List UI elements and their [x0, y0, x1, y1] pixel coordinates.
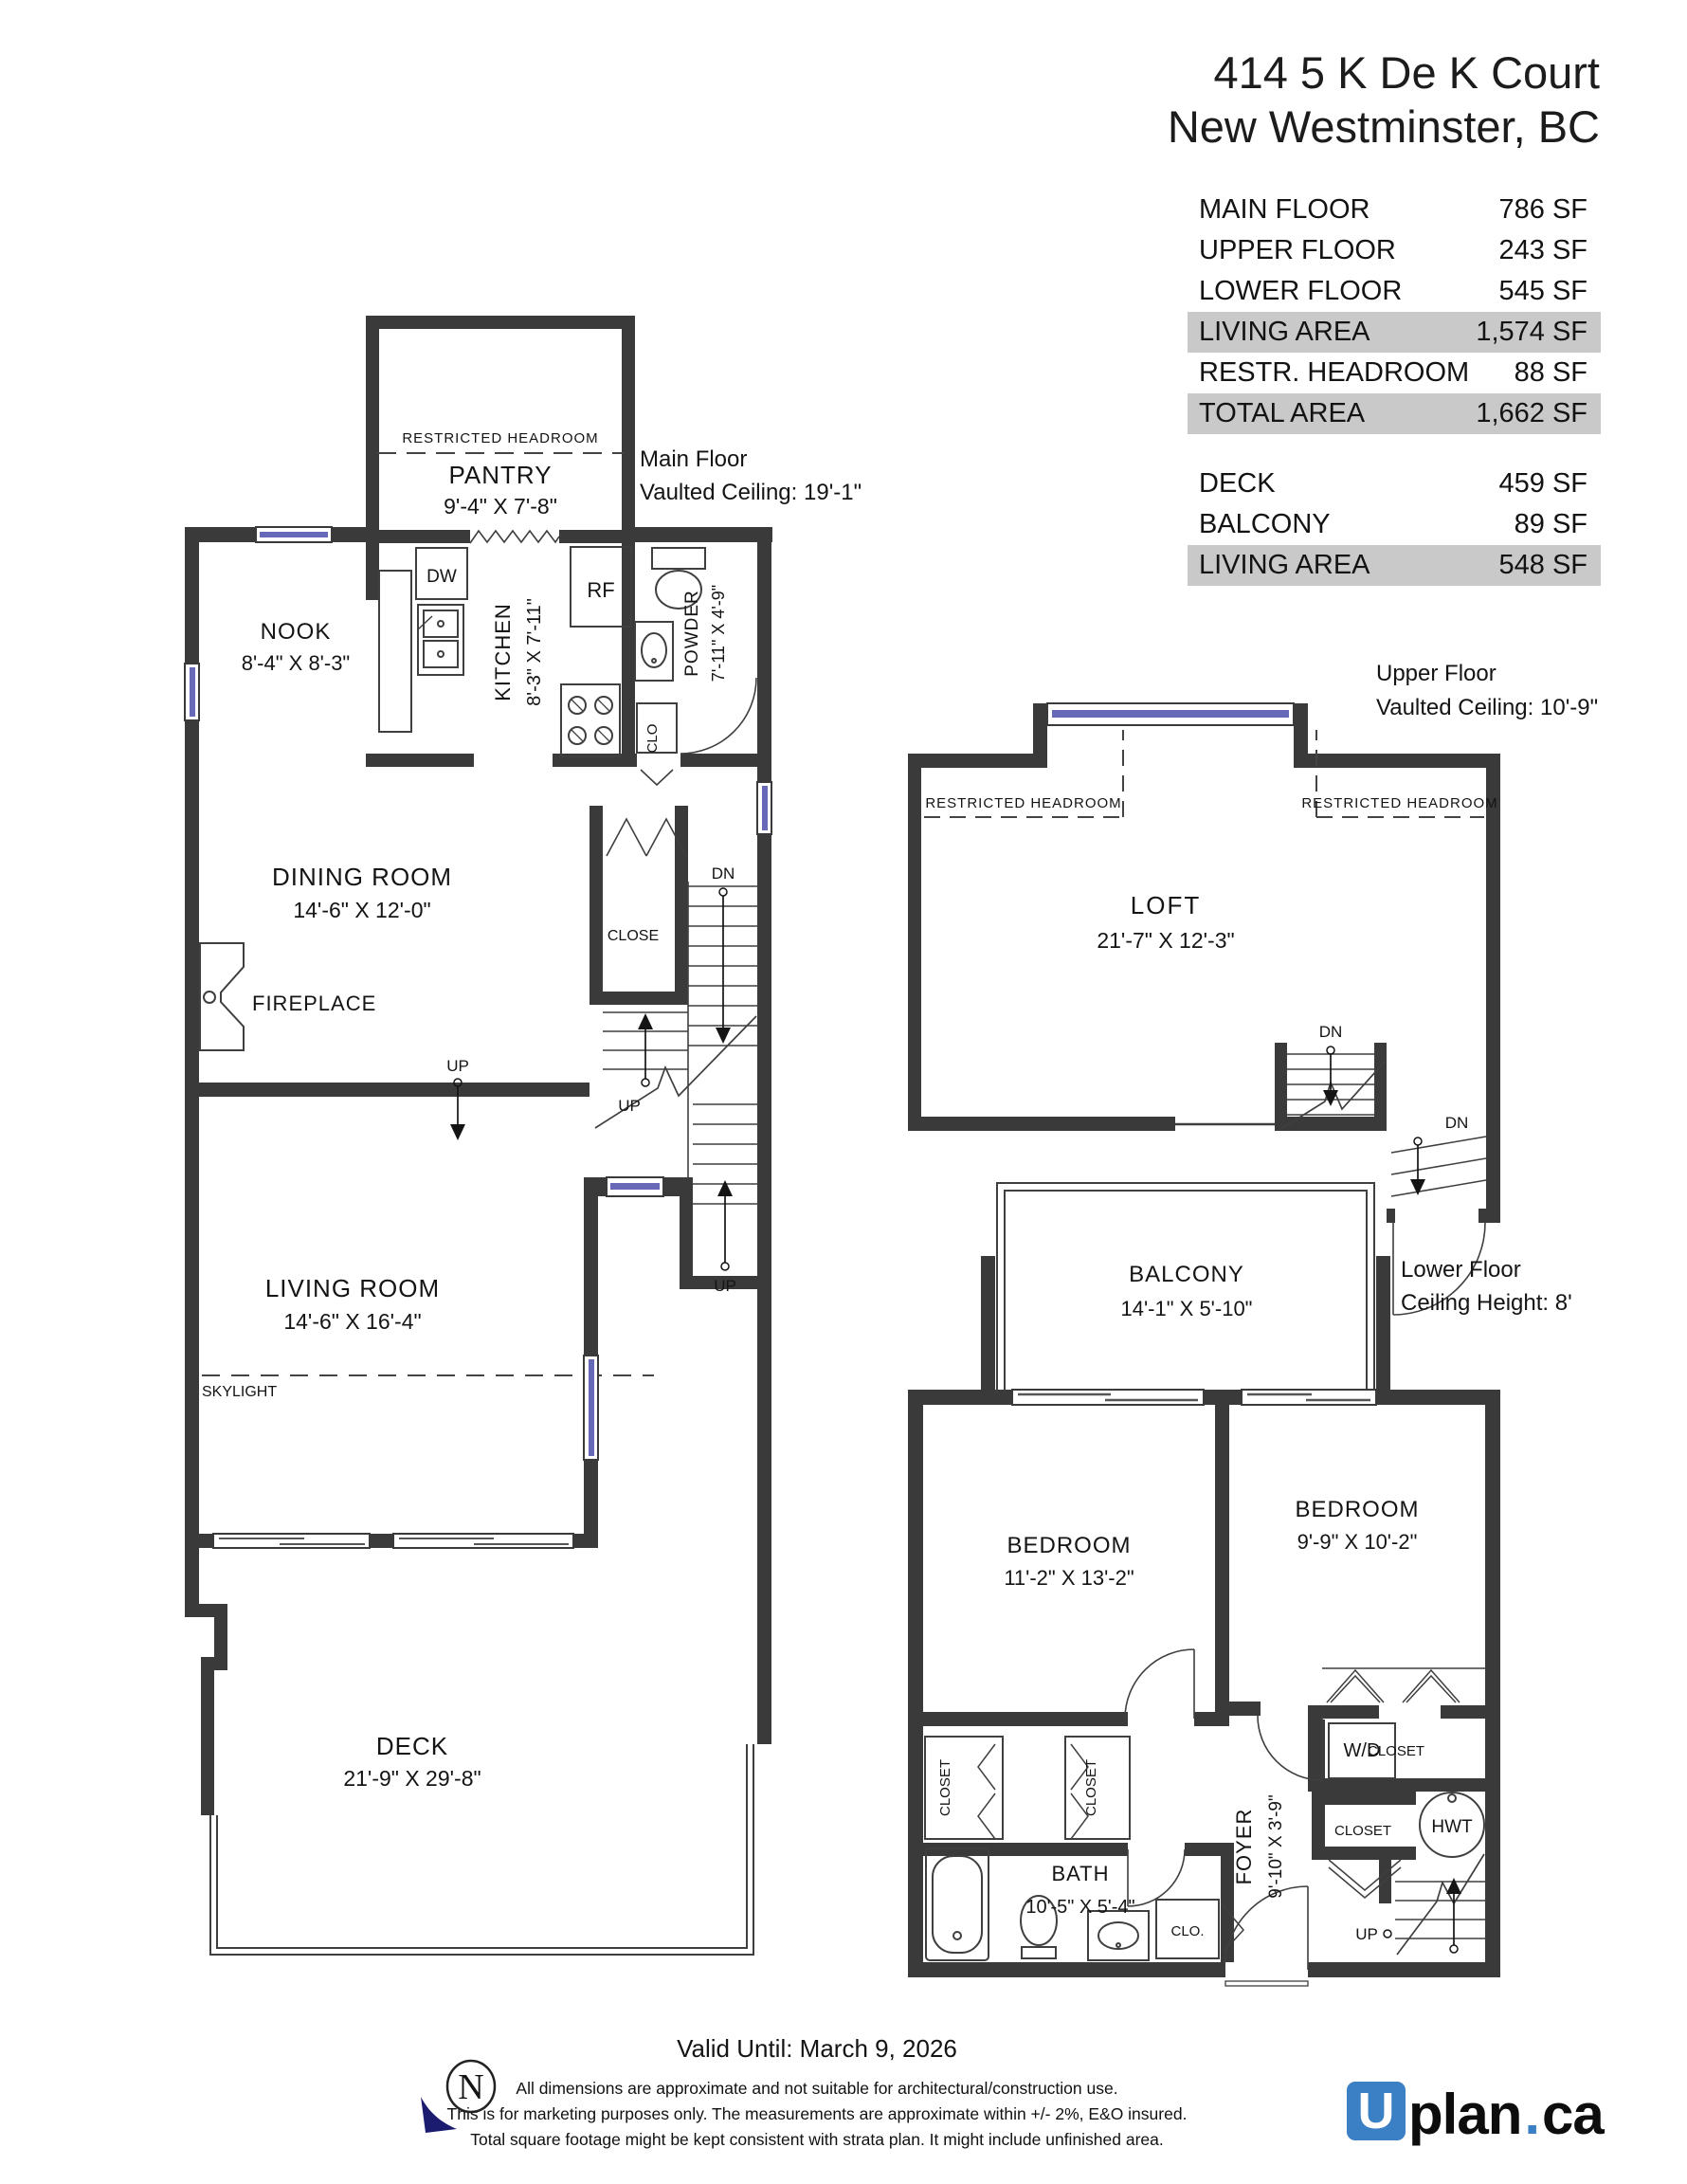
floor-ceiling: Ceiling Height: 8'	[1401, 1290, 1572, 1316]
fireplace-icon	[200, 943, 244, 1050]
restricted-headroom-label: RESTRICTED HEADROOM	[402, 430, 599, 446]
upper-floor-windows	[1047, 703, 1294, 725]
closet-label: CLOSET	[937, 1758, 953, 1817]
floor-ceiling: Vaulted Ceiling: 19'-1"	[640, 480, 862, 505]
restricted-headroom-label: RESTRICTED HEADROOM	[1301, 795, 1498, 811]
closet-label: CLOSE	[607, 928, 660, 944]
row-value: 88 SF	[1514, 357, 1587, 388]
floor-ceiling: Vaulted Ceiling: 10'-9"	[1376, 695, 1599, 720]
room-name: BEDROOM	[1007, 1533, 1132, 1558]
hanger-icon	[1403, 1670, 1460, 1702]
row-value: 89 SF	[1514, 509, 1587, 539]
washer-dryer-label: W/D	[1343, 1740, 1381, 1761]
patio-door-icon	[393, 1534, 573, 1548]
stove-icon	[561, 684, 620, 756]
row-label: UPPER FLOOR	[1199, 235, 1396, 265]
table-row-highlight	[1188, 545, 1601, 586]
row-value: 786 SF	[1498, 194, 1587, 225]
room-dims: 9'-4" X 7'-8"	[444, 494, 557, 519]
window-icon	[584, 1356, 598, 1460]
window-icon	[757, 782, 771, 834]
row-value: 1,574 SF	[1476, 317, 1587, 347]
table-row	[1188, 464, 1601, 504]
row-value: 1,662 SF	[1476, 398, 1587, 428]
room-name: FOYER	[1232, 1808, 1256, 1885]
address-line1: 414 5 K De K Court	[1213, 47, 1600, 98]
table-row	[1188, 190, 1601, 230]
lower-floor-labels	[937, 1257, 1572, 1943]
bifold-door-icon	[607, 819, 686, 856]
table-row-highlight	[1188, 393, 1601, 434]
slider-window-icon	[1012, 1390, 1204, 1405]
floor-title: Lower Floor	[1401, 1257, 1521, 1283]
room-dims: 14'-1" X 5'-10"	[1120, 1297, 1253, 1320]
room-dims: 21'-7" X 12'-3"	[1097, 928, 1235, 953]
fridge-label: RF	[587, 578, 615, 602]
toilet-icon	[652, 548, 705, 569]
closet-label: CLO.	[1170, 1923, 1205, 1939]
door-arc-icon	[1125, 1649, 1194, 1719]
fireplace-label: FIREPLACE	[252, 992, 377, 1015]
row-label: LIVING AREA	[1199, 550, 1370, 580]
row-label: DECK	[1199, 468, 1276, 499]
room-dims: 14'-6" X 12'-0"	[293, 898, 431, 922]
room-name: KITCHEN	[491, 603, 515, 701]
logo-u-letter: U	[1357, 2083, 1395, 2139]
window-icon	[256, 527, 332, 542]
row-label: BALCONY	[1199, 509, 1331, 539]
stairs-down-label: DN	[711, 864, 735, 883]
room-name: LIVING ROOM	[264, 1274, 441, 1302]
stairs-down-label: DN	[1444, 1114, 1469, 1132]
room-dims: 21'-9" X 29'-8"	[343, 1766, 481, 1791]
logo-dot: .	[1524, 2083, 1540, 2146]
outdoor-area-table	[1188, 464, 1601, 586]
table-row	[1188, 353, 1601, 393]
valid-until: Valid Until: March 9, 2026	[677, 2034, 957, 2063]
room-name: LOFT	[1130, 891, 1202, 919]
table-row	[1188, 271, 1601, 312]
slider-window-icon	[1242, 1390, 1376, 1405]
hanger-icon	[1327, 1670, 1384, 1702]
room-name: PANTRY	[448, 461, 553, 489]
disclaimer-line: Total square footage might be kept consistent with strata plan. It might include unfinished area.	[470, 2130, 1164, 2149]
room-name: BALCONY	[1129, 1262, 1244, 1287]
closet-label: CLO	[644, 723, 661, 754]
table-row	[1188, 504, 1601, 545]
bath-sink-icon	[1088, 1911, 1149, 1960]
stairs-up-label: UP	[446, 1057, 469, 1075]
room-dims: 10'-5" X 5'-4"	[1025, 1897, 1135, 1918]
room-dims: 11'-2" X 13'-2"	[1004, 1566, 1134, 1590]
closet-label: CLOSET	[1083, 1758, 1099, 1817]
hanger-icon	[978, 1744, 995, 1839]
patio-door-icon	[213, 1534, 370, 1548]
powder-sink-icon	[635, 622, 673, 681]
row-label: TOTAL AREA	[1199, 398, 1366, 428]
row-value: 545 SF	[1498, 276, 1587, 306]
row-value: 548 SF	[1498, 550, 1587, 580]
balcony-outline	[997, 1183, 1374, 1393]
room-dims: 9'-9" X 10'-2"	[1297, 1530, 1418, 1554]
logo-u-icon	[1347, 2082, 1406, 2140]
stairs-down-label: DN	[1318, 1023, 1343, 1041]
window-icon	[1047, 703, 1294, 725]
room-dims: 8'-4" X 8'-3"	[241, 651, 351, 675]
room-dims: 7'-11" X 4'-9"	[709, 584, 728, 682]
room-name: BATH	[1051, 1862, 1110, 1885]
compass-north-label: N	[458, 2067, 484, 2107]
row-label: LOWER FLOOR	[1199, 276, 1403, 306]
lower-floor-plan	[881, 1166, 1592, 2000]
logo-ca: ca	[1542, 2083, 1604, 2146]
skylight-label: SKYLIGHT	[202, 1384, 278, 1400]
table-row	[1188, 230, 1601, 271]
room-name: NOOK	[260, 619, 332, 645]
door-arc-icon	[1128, 1849, 1185, 1906]
room-name: POWDER	[682, 590, 702, 677]
main-floor-details	[200, 531, 757, 1955]
lower-floor-arrows	[1384, 1878, 1461, 1953]
row-value: 243 SF	[1498, 235, 1587, 265]
main-floor-plan	[114, 303, 872, 2000]
deck-outline	[210, 1744, 753, 1955]
row-label: LIVING AREA	[1199, 317, 1370, 347]
window-icon	[607, 1177, 663, 1196]
floor-title: Main Floor	[640, 446, 748, 472]
room-dims: 8'-3" X 7'-11"	[524, 598, 545, 706]
stairs-up-label: UP	[618, 1097, 641, 1115]
closet-label: CLOSET	[1367, 1743, 1425, 1759]
room-dims: 9'-10" X 3'-9"	[1266, 1794, 1286, 1899]
restricted-headroom-label: RESTRICTED HEADROOM	[925, 795, 1122, 811]
dishwasher-label: DW	[426, 567, 457, 587]
address-line2: New Westminster, BC	[1167, 101, 1600, 152]
door-arc-icon	[680, 678, 756, 754]
row-label: MAIN FLOOR	[1199, 194, 1370, 225]
north-compass-icon	[408, 2048, 521, 2152]
disclaimer-line: All dimensions are approximate and not suitable for architectural/construction use.	[516, 2079, 1118, 2098]
room-name: BEDROOM	[1295, 1497, 1420, 1522]
room-dims: 14'-6" X 16'-4"	[283, 1309, 422, 1334]
row-value: 459 SF	[1498, 468, 1587, 499]
hot-water-tank-label: HWT	[1431, 1817, 1473, 1837]
logo-plan: plan	[1408, 2083, 1522, 2146]
uplan-logo	[1347, 2082, 1604, 2146]
room-name: DECK	[375, 1732, 449, 1760]
floor-title: Upper Floor	[1376, 661, 1497, 686]
table-row-highlight	[1188, 312, 1601, 353]
stairs-up-label: UP	[1355, 1925, 1378, 1943]
closet-label: CLOSET	[1333, 1823, 1392, 1839]
area-summary-table	[1188, 190, 1601, 434]
lower-floor-windows	[1012, 1390, 1376, 1405]
room-name: DINING ROOM	[271, 863, 453, 891]
stairs-up-label: UP	[714, 1277, 736, 1295]
window-icon	[185, 664, 199, 720]
kitchen-island	[379, 571, 411, 732]
property-address	[1168, 46, 1600, 154]
row-label: RESTR. HEADROOM	[1199, 357, 1470, 388]
upper-floor-walls	[908, 703, 1500, 1223]
disclaimer-line: This is for marketing purposes only. The measurements are approximate within +/- 2%, E&O insured.	[446, 2104, 1188, 2123]
